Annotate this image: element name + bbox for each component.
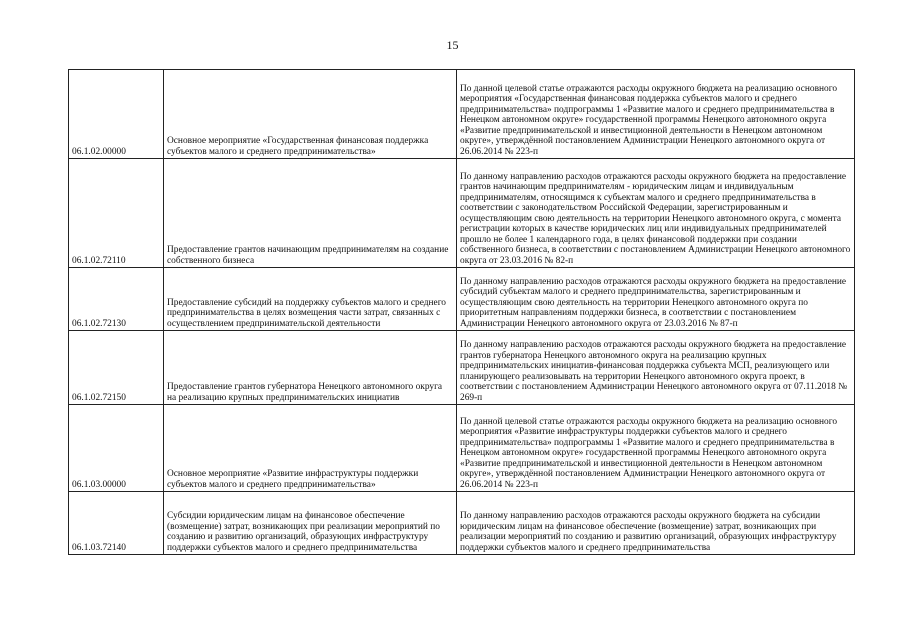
row-description: По данному направлению расходов отражаются расходы окружного бюджета на предоставление грантов губернатора Ненецкого автономного округа на реализацию крупных предпринимательских инициатив-финансовая поддержка субъекта МСП, реализующего или планирующего реализовывать на территории Ненецкого автономного округа проект, в соответствии с постановлением Администрации Ненецкого автономного округа от 07.11.2018 № 269-п <box>457 331 855 405</box>
table-row <box>69 159 855 268</box>
classification-table <box>68 69 855 555</box>
row-code: 06.1.03.72140 <box>69 492 164 555</box>
row-name: Предоставление грантов губернатора Ненецкого автономного округа на реализацию крупных предпринимательских инициатив <box>164 331 457 405</box>
row-code: 06.1.02.72110 <box>69 159 164 268</box>
row-name: Основное мероприятие «Развитие инфраструктуры поддержки субъектов малого и среднего предпринимательства» <box>164 405 457 492</box>
row-code: 06.1.02.72130 <box>69 268 164 331</box>
row-code: 06.1.02.00000 <box>69 70 164 159</box>
row-name: Предоставление субсидий на поддержку субъектов малого и среднего предпринимательства в целях возмещения части затрат, связанных с осуществлением предпринимательской деятельности <box>164 268 457 331</box>
table-row <box>69 331 855 405</box>
row-description: По данной целевой статье отражаются расходы окружного бюджета на реализацию основного мероприятия «Развитие инфраструктуры поддержки субъектов малого и среднего предпринимательства» подпрограммы 1 «Развитие малого и среднего предпринимательства в Ненецком автономном округе» государственной программы Ненецкого автономного округа «Развитие предпринимательской и инвестиционной деятельности в Ненецком автономном округе», утверждённой постановлением Администрации Ненецкого автономного округа от 26.06.2014 № 223-п <box>457 405 855 492</box>
row-description: По данному направлению расходов отражаются расходы окружного бюджета на предоставление грантов начинающим предпринимателям - юридическим лицам и индивидуальным предпринимателям, относящимся к субъектам малого и среднего предпринимательства в соответствии с законодательством Российской Федерации, зарегистрированным и осуществляющим свою деятельность на территории Ненецкого автономного округа, с момента регистрации которых в качестве юридических лиц или индивидуальных предпринимателей прошло не более 1 календарного года, в целях финансовой поддержки при создании собственного бизнеса, в соответствии с постановлением Администрации Ненецкого автономного округа от 23.03.2016 № 82-п <box>457 159 855 268</box>
row-name: Основное мероприятие «Государственная финансовая поддержка субъектов малого и среднего предпринимательства» <box>164 70 457 159</box>
row-description: По данному направлению расходов отражаются расходы окружного бюджета на субсидии юридическим лицам на финансовое обеспечение (возмещение) затрат, возникающих при реализации мероприятий по созданию и развитию организаций, образующих инфраструктуру поддержки субъектов малого и среднего предпринимательства <box>457 492 855 555</box>
table-row <box>69 492 855 555</box>
table-row <box>69 268 855 331</box>
row-name: Субсидии юридическим лицам на финансовое обеспечение (возмещение) затрат, возникающих при реализации мероприятий по созданию и развитию организаций, образующих инфраструктуру поддержки субъектов малого и среднего предпринимательства <box>164 492 457 555</box>
page-number: 15 <box>446 38 459 52</box>
table-row <box>69 70 855 159</box>
row-name: Предоставление грантов начинающим предпринимателям на создание собственного бизнеса <box>164 159 457 268</box>
table-row <box>69 405 855 492</box>
row-description: По данной целевой статье отражаются расходы окружного бюджета на реализацию основного мероприятия «Государственная финансовая поддержка субъектов малого и среднего предпринимательства» подпрограммы 1 «Развитие малого и среднего предпринимательства в Ненецком автономном округе» государственной программы Ненецкого автономного округа «Развитие предпринимательской и инвестиционной деятельности в Ненецком автономном округе», утверждённой постановлением Администрации Ненецкого автономного округа от 26.06.2014 № 223-п <box>457 70 855 159</box>
row-description: По данному направлению расходов отражаются расходы окружного бюджета на предоставление субсидий субъектам малого и среднего предпринимательства, зарегистрированным и осуществляющим свою деятельность на территории Ненецкого автономного округа по приоритетным направлениям поддержки бизнеса, в соответствии с постановлением Администрации Ненецкого автономного округа от 23.03.2016 № 87-п <box>457 268 855 331</box>
row-code: 06.1.03.00000 <box>69 405 164 492</box>
row-code: 06.1.02.72150 <box>69 331 164 405</box>
